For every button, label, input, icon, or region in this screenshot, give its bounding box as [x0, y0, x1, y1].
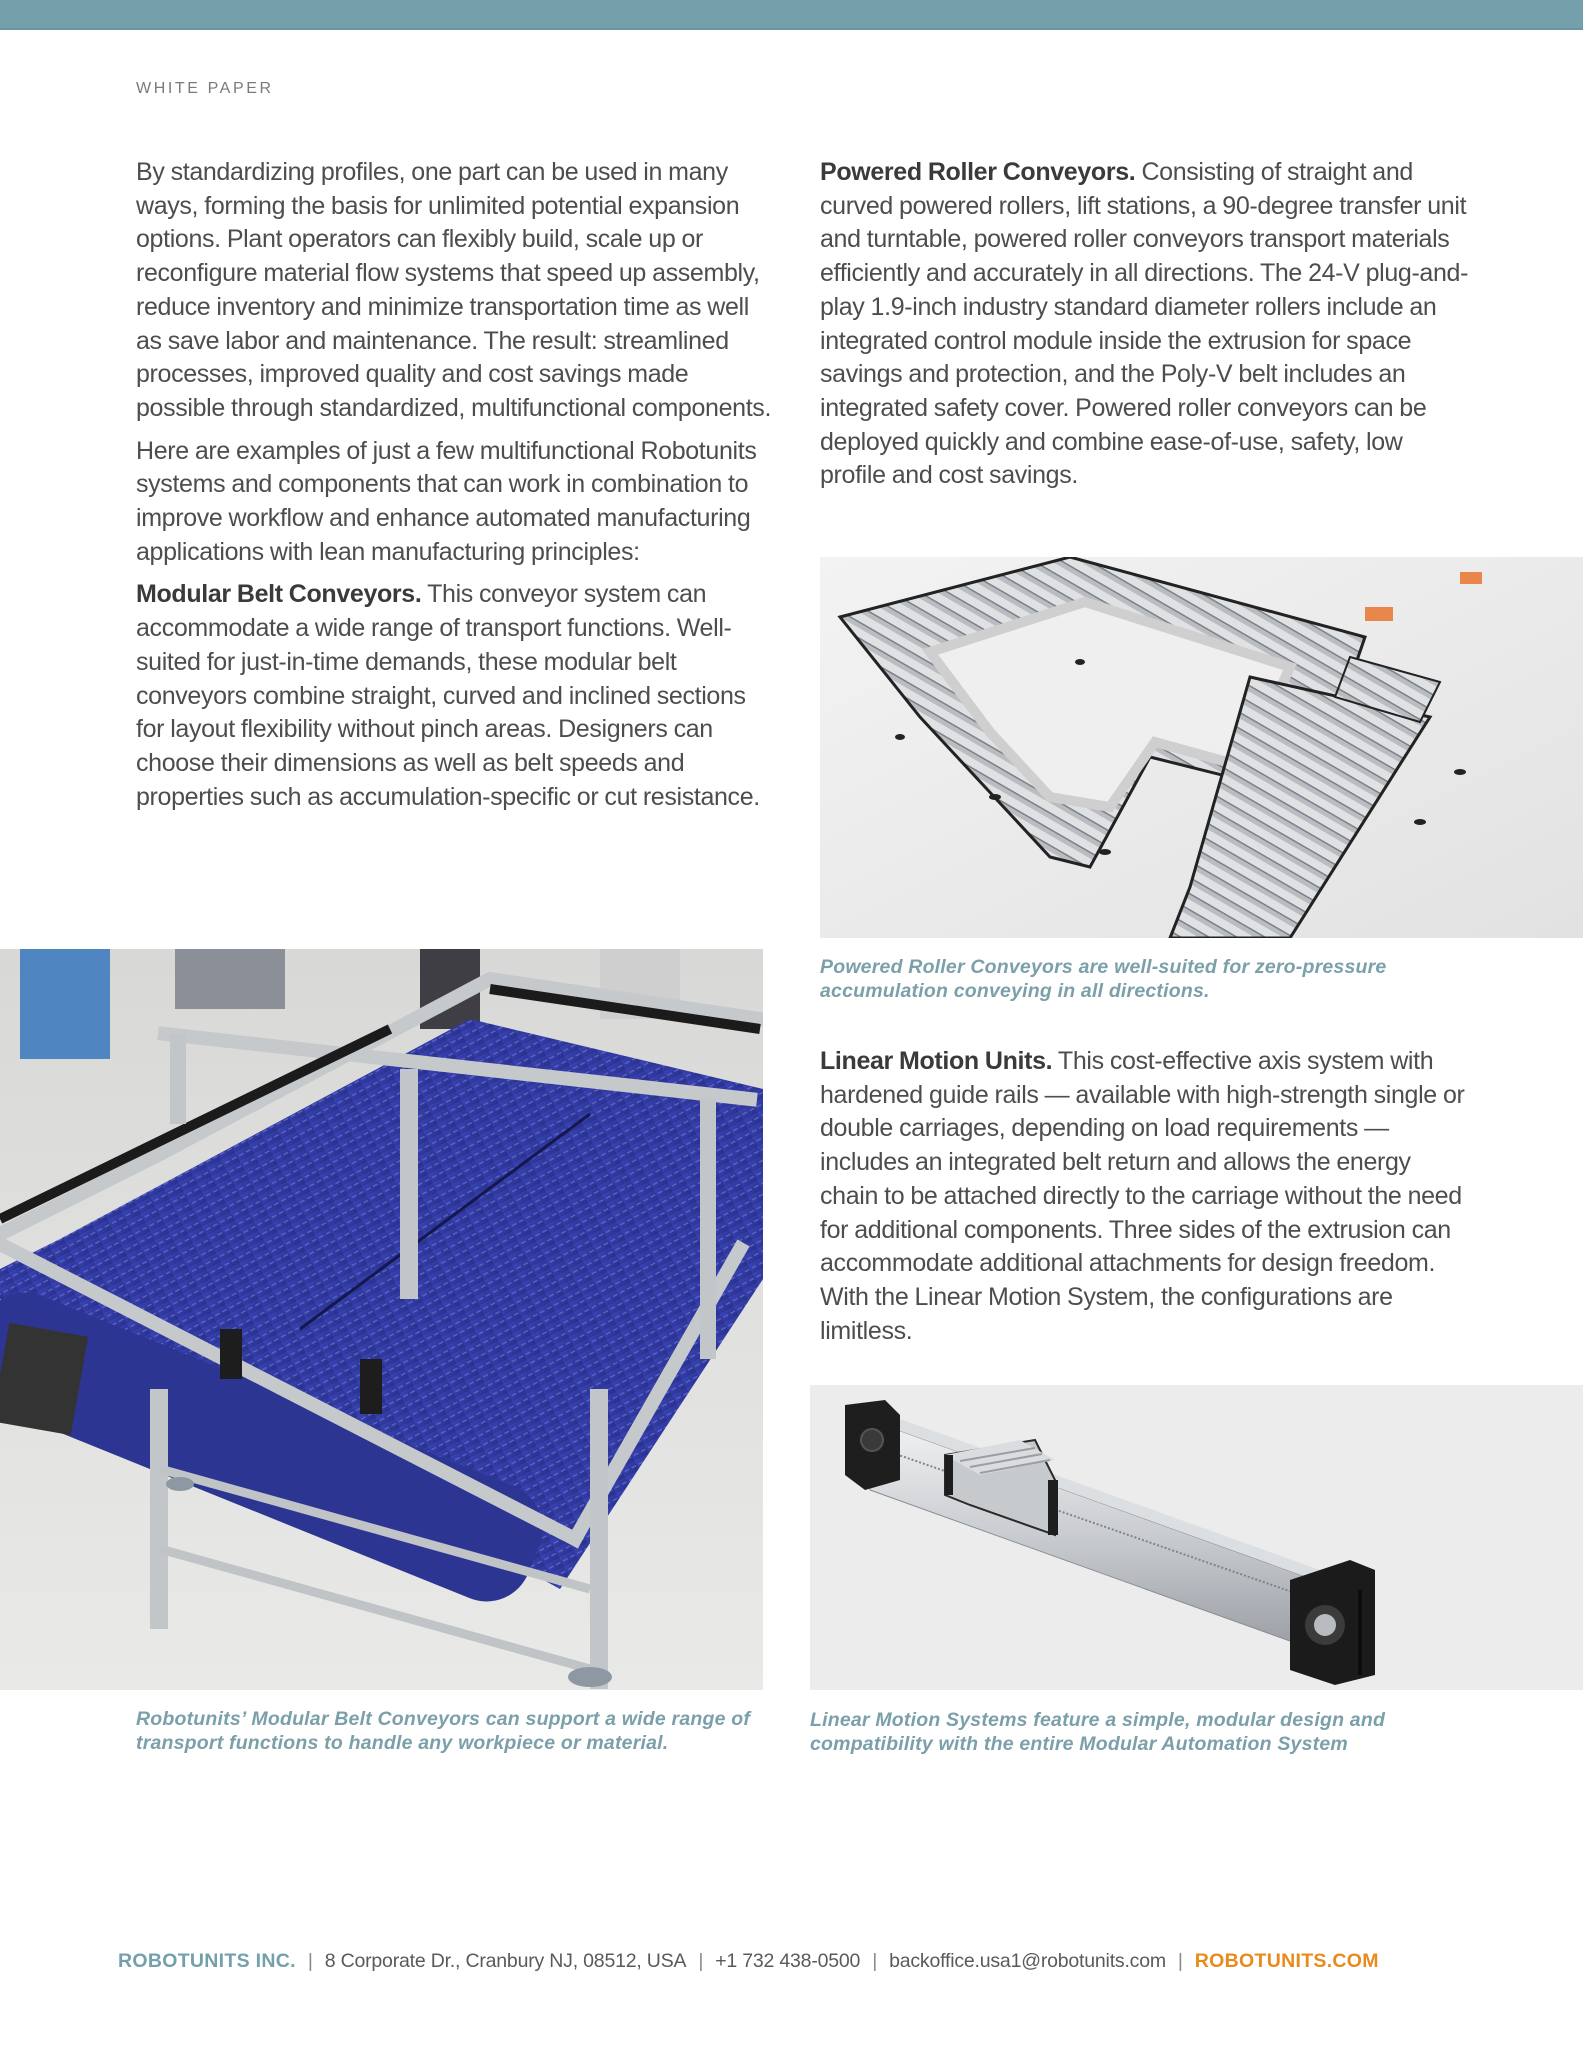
powered-roller-conveyor-photo: [820, 557, 1583, 938]
footer-separator: |: [1177, 1950, 1183, 1972]
linear-motion-unit-photo: [810, 1385, 1583, 1690]
belt-conveyor-caption: Robotunits’ Modular Belt Conveyors can support a wide range of transport functions to handle any workpiece or material.: [136, 1708, 751, 1754]
powered-roller-paragraph: [820, 156, 1470, 493]
right-text-column-middle: [820, 1045, 1470, 1357]
header-color-bar: [0, 0, 1583, 30]
footer-separator: |: [872, 1950, 878, 1972]
left-text-column: [136, 156, 776, 823]
footer-website-link[interactable]: ROBOTUNITS.COM: [1194, 1950, 1379, 1972]
right-text-column-top: [820, 156, 1470, 502]
belt-conveyor-heading: Modular Belt Conveyors.: [136, 580, 422, 609]
examples-paragraph: Here are examples of just a few multifunctional Robotunits systems and components that can work in combination to improve workflow and enhance automated manufacturing applications with lean manufacturing principles:: [136, 436, 757, 566]
footer-address: 8 Corporate Dr., Cranbury NJ, 08512, USA: [324, 1950, 687, 1972]
linear-motion-body: This cost-effective axis system with hardened guide rails — available with high-strength single or double carriages, depending on load requirements — includes an integrated belt return and allows the energy chain to be attached directly to the carriage without the need for additional components. Three sides of the extrusion can accommodate additional attachments for design freedom. With the Linear Motion System, the configurations are limitless.: [820, 1047, 1465, 1345]
intro-paragraph: By standardizing profiles, one part can be used in many ways, forming the basis for unlimited potential expansion options. Plant operators can flexibly build, scale up or reconfigure material flow systems that speed up assembly, reduce inventory and minimize transportation time as well as save labor and maintenance. The result: streamlined processes, improved quality and cost savings made possible through standardized, multifunctional components.: [136, 158, 772, 422]
powered-roller-body: Consisting of straight and curved powered rollers, lift stations, a 90-degree transfer unit and turntable, powered roller conveyors transport materials efficiently and accurately in all directions. The 24-V plug-and-play 1.9-inch industry standard diameter rollers include an integrated control module inside the extrusion for space savings and protection, and the Poly-V belt includes an integrated safety cover. Powered roller conveyors can be deployed quickly and combine ease-of-use, safety, low profile and cost savings.: [820, 158, 1469, 490]
linear-motion-caption: Linear Motion Systems feature a simple, modular design and compatibility with the entire Modular Automation System: [810, 1709, 1386, 1755]
belt-conveyor-body: This conveyor system can accommodate a wide range of transport functions. Well-suited for just-in-time demands, these modular belt conveyors combine straight, curved and inclined sections for layout flexibility without pinch areas. Designers can choose their dimensions as well as belt speeds and properties such as accumulation-specific or cut resistance.: [136, 580, 760, 811]
linear-motion-heading: Linear Motion Units.: [820, 1047, 1053, 1075]
footer-phone[interactable]: +1 732 438-0500: [715, 1950, 861, 1972]
footer-separator: |: [307, 1950, 313, 1972]
footer-separator: |: [698, 1950, 704, 1972]
footer-email-link[interactable]: backoffice.usa1@robotunits.com: [889, 1950, 1166, 1972]
page-footer: [118, 1950, 1518, 1973]
footer-company-name: ROBOTUNITS INC.: [118, 1950, 296, 1972]
modular-belt-conveyor-photo: [0, 949, 763, 1690]
belt-conveyor-paragraph: [136, 578, 776, 814]
powered-roller-caption: Powered Roller Conveyors are well-suited for zero-pressure accumulation conveying in all directions.: [820, 956, 1387, 1002]
powered-roller-heading: Powered Roller Conveyors.: [820, 158, 1136, 186]
linear-motion-paragraph: [820, 1045, 1470, 1348]
document-type-label: WHITE PAPER: [136, 80, 274, 97]
